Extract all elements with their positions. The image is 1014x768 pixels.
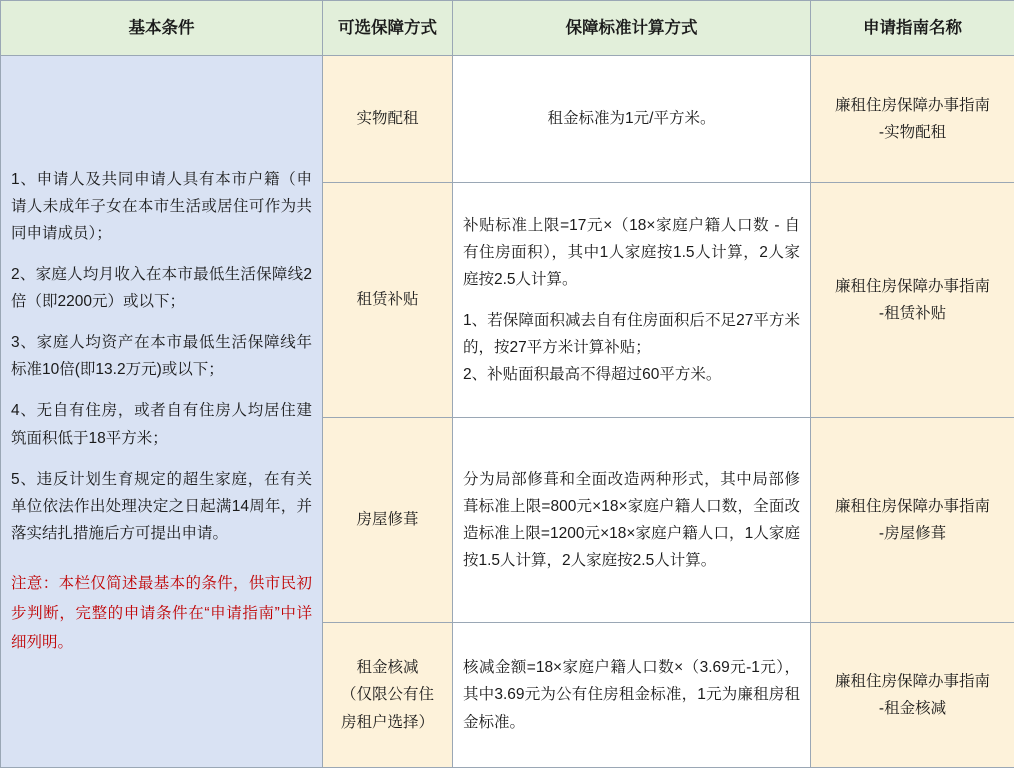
mode-line: （仅限公有住 xyxy=(341,686,434,703)
condition-item: 2、家庭人均月收入在本市最低生活保障线2倍（即2200元）或以下； xyxy=(11,261,312,315)
conditions-note: 注意：本栏仅简述最基本的条件，供市民初步判断，完整的申请条件在“申请指南”中详细列明。 xyxy=(11,569,312,657)
standard-cell-house-repair xyxy=(453,418,811,623)
guide-title: 廉租住房保障办事指南 xyxy=(835,673,990,690)
mode-cell-house-repair: 房屋修葺 xyxy=(323,418,453,623)
standard-paragraph: 1、若保障面积减去自有住房面积后不足27平方米的，按27平方米计算补贴； xyxy=(463,307,800,361)
guide-cell-house-repair xyxy=(811,418,1014,623)
mode-cell-physical-allocation: 实物配租 xyxy=(323,56,453,183)
guide-title: 廉租住房保障办事指南 xyxy=(835,278,990,295)
guide-subtitle: -租赁补贴 xyxy=(821,300,1004,327)
guide-subtitle: -房屋修葺 xyxy=(821,520,1004,547)
basic-conditions-cell xyxy=(1,56,323,768)
mode-cell-rent-reduction xyxy=(323,623,453,768)
standard-cell-rent-reduction xyxy=(453,623,811,768)
guide-subtitle: -租金核减 xyxy=(821,695,1004,722)
header-basic-conditions: 基本条件 xyxy=(1,1,323,56)
header-optional-modes: 可选保障方式 xyxy=(323,1,453,56)
table-row xyxy=(1,56,1014,183)
guide-cell-rent-reduction xyxy=(811,623,1014,768)
standard-paragraph: 补贴标准上限=17元×（18×家庭户籍人口数 - 自有住房面积），其中1人家庭按1.5人计算，2人家庭按2.5人计算。 xyxy=(463,212,800,293)
guide-title: 廉租住房保障办事指南 xyxy=(835,97,990,114)
header-standard-calculation: 保障标准计算方式 xyxy=(453,1,811,56)
mode-cell-rental-subsidy: 租赁补贴 xyxy=(323,183,453,418)
guide-cell-rental-subsidy xyxy=(811,183,1014,418)
mode-line: 房租户选择） xyxy=(341,714,434,731)
header-guide-name: 申请指南名称 xyxy=(811,1,1014,56)
condition-item: 4、无自有住房，或者自有住房人均居住建筑面积低于18平方米； xyxy=(11,397,312,451)
standard-cell-physical-allocation xyxy=(453,56,811,183)
guide-cell-physical-allocation xyxy=(811,56,1014,183)
condition-item: 5、违反计划生育规定的超生家庭，在有关单位依法作出处理决定之日起满14周年，并落实结扎措施后方可提出申请。 xyxy=(11,466,312,547)
standard-paragraph: 核减金额=18×家庭户籍人口数×（3.69元-1元），其中3.69元为公有住房租金标准，1元为廉租房租金标准。 xyxy=(463,654,800,735)
mode-line: 租金核减 xyxy=(356,659,418,676)
guide-subtitle: -实物配租 xyxy=(821,119,1004,146)
condition-item: 1、申请人及共同申请人具有本市户籍（申请人未成年子女在本市生活或居住可作为共同申请成员）； xyxy=(11,166,312,247)
standard-paragraph: 分为局部修葺和全面改造两种形式，其中局部修葺标准上限=800元×18×家庭户籍人口数，全面改造标准上限=1200元×18×家庭户籍人口，1人家庭按1.5人计算，2人家庭按2.5人计算。 xyxy=(463,466,800,575)
standard-cell-rental-subsidy xyxy=(453,183,811,418)
standard-paragraph: 租金标准为1元/平方米。 xyxy=(463,105,800,132)
guide-title: 廉租住房保障办事指南 xyxy=(835,498,990,515)
standard-paragraph: 2、补贴面积最高不得超过60平方米。 xyxy=(463,361,800,388)
table-header-row xyxy=(1,1,1014,56)
condition-item: 3、家庭人均资产在本市最低生活保障线年标准10倍(即13.2万元)或以下； xyxy=(11,329,312,383)
